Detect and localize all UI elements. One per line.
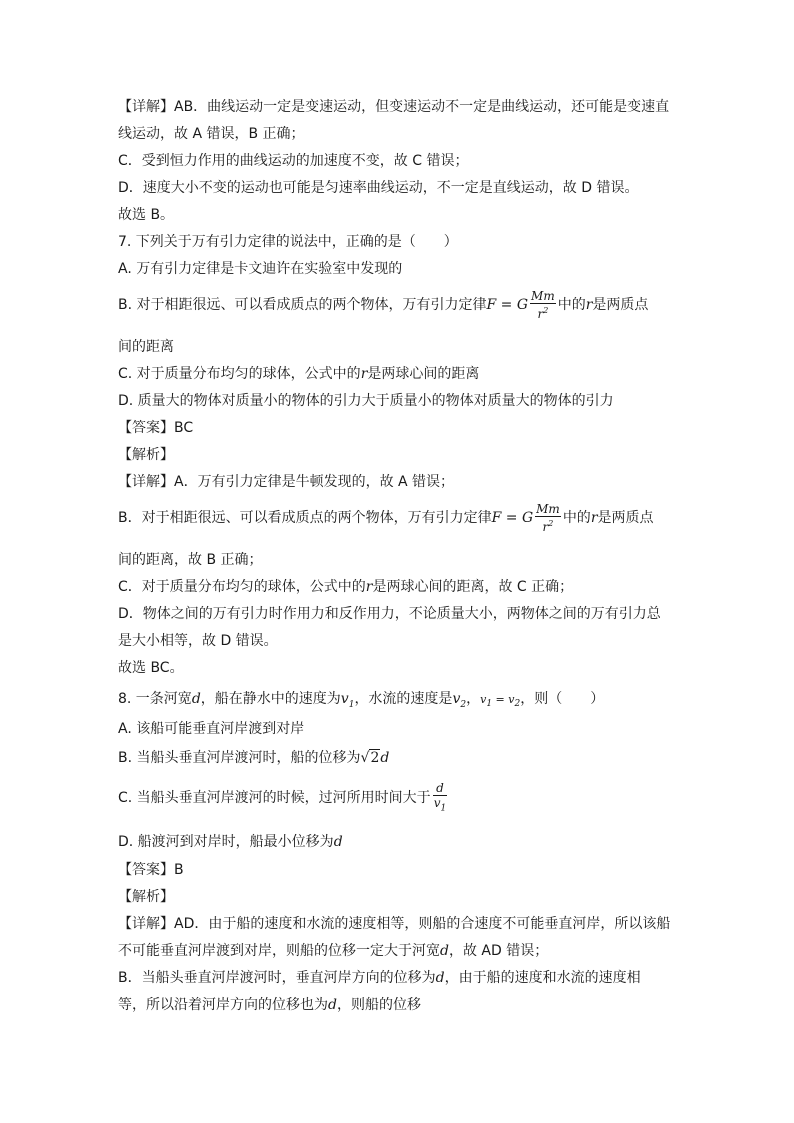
text-line: 间的距离，故 B 正确； xyxy=(118,552,263,568)
text-line: C．受到恒力作用的曲线运动的加速度不变，故 C 错误； xyxy=(118,153,469,169)
option-d: D. 质量大的物体对质量小的物体的引力大于质量小的物体对质量大的物体的引力 xyxy=(118,393,614,409)
text-line: B．对于相距很远、可以看成质点的两个物体，万有引力定律F = G $\frac{Mm}{r^2}$ 中的r是两质点 xyxy=(118,502,654,534)
text-line: 是大小相等，故 D 错误。 xyxy=(118,633,278,649)
text-line: 【详解】AB．曲线运动一定是变速运动，但变速运动不一定是曲线运动，还可能是变速直 xyxy=(118,99,670,115)
option-c: C. 对于质量分布均匀的球体，公式中的r是两球心间的距离 xyxy=(118,366,480,382)
question-8-stem: 8. 一条河宽d，船在静水中的速度为$v_1$，水流的速度是$v_2$，$v_1 = v_2$，则（ ） xyxy=(118,691,605,710)
question-7-stem: 7. 下列关于万有引力定律的说法中，正确的是（ ） xyxy=(118,234,458,250)
text-line: D．速度大小不变的运动也可能是匀速率曲线运动，不一定是直线运动，故 D 错误。 xyxy=(118,180,639,196)
fraction-d-over-v1: $\frac{d}{v_1}$ xyxy=(433,780,447,814)
answer-label: 【答案】B xyxy=(118,862,184,878)
text-line: 故选 B。 xyxy=(118,207,175,223)
text-line: 【详解】AD．由于船的速度和水流的速度相等，则船的合速度不可能垂直河岸，所以该船 xyxy=(118,916,671,932)
option-a: A. 万有引力定律是卡文迪许在实验室中发现的 xyxy=(118,261,403,277)
option-c: C. 当船头垂直河岸渡河的时候，过河所用时间大于 $\frac{d}{v_1}$ xyxy=(118,780,447,814)
option-b: B. 当船头垂直河岸渡河时，船的位移为√2d xyxy=(118,750,390,766)
text-line: D．物体之间的万有引力时作用力和反作用力，不论质量大小，两物体之间的万有引力总 xyxy=(118,606,661,622)
text-line: 【详解】A．万有引力定律是牛顿发现的，故 A 错误； xyxy=(118,474,455,490)
option-b: B. 对于相距很远、可以看成质点的两个物体，万有引力定律F = G $\frac{Mm}{r^2}$ 中的r是两质点 xyxy=(118,289,649,321)
option-a: A. 该船可能垂直河岸渡到对岸 xyxy=(118,721,305,737)
text-line: C．对于质量分布均匀的球体，公式中的r是两球心间的距离，故 C 正确； xyxy=(118,579,574,595)
sqrt-2-d: √2 xyxy=(360,750,380,766)
text-line: B．当船头垂直河岸渡河时，垂直河岸方向的位移为d，由于船的速度和水流的速度相 xyxy=(118,970,641,986)
option-d: D. 船渡河到对岸时，船最小位移为d xyxy=(118,834,343,850)
text-line: 间的距离 xyxy=(118,339,174,355)
text-line: 等，所以沿着河岸方向的位移也为d，则船的位移 xyxy=(118,997,421,1013)
fraction-mm-over-r2: $\frac{Mm}{r^2}$ xyxy=(536,502,560,534)
formula-lhs: F = G xyxy=(486,297,529,313)
fraction-mm-over-r2: $\frac{Mm}{r^2}$ xyxy=(531,289,555,321)
analysis-label: 【解析】 xyxy=(118,447,174,463)
text-line: 不可能垂直河岸渡到对岸，则船的位移一定大于河宽d，故 AD 错误； xyxy=(118,943,549,959)
text-line: 故选 BC。 xyxy=(118,660,184,676)
answer-label: 【答案】BC xyxy=(118,420,194,436)
analysis-label: 【解析】 xyxy=(118,889,174,905)
text-line: 线运动，故 A 错误，B 正确； xyxy=(118,126,305,142)
